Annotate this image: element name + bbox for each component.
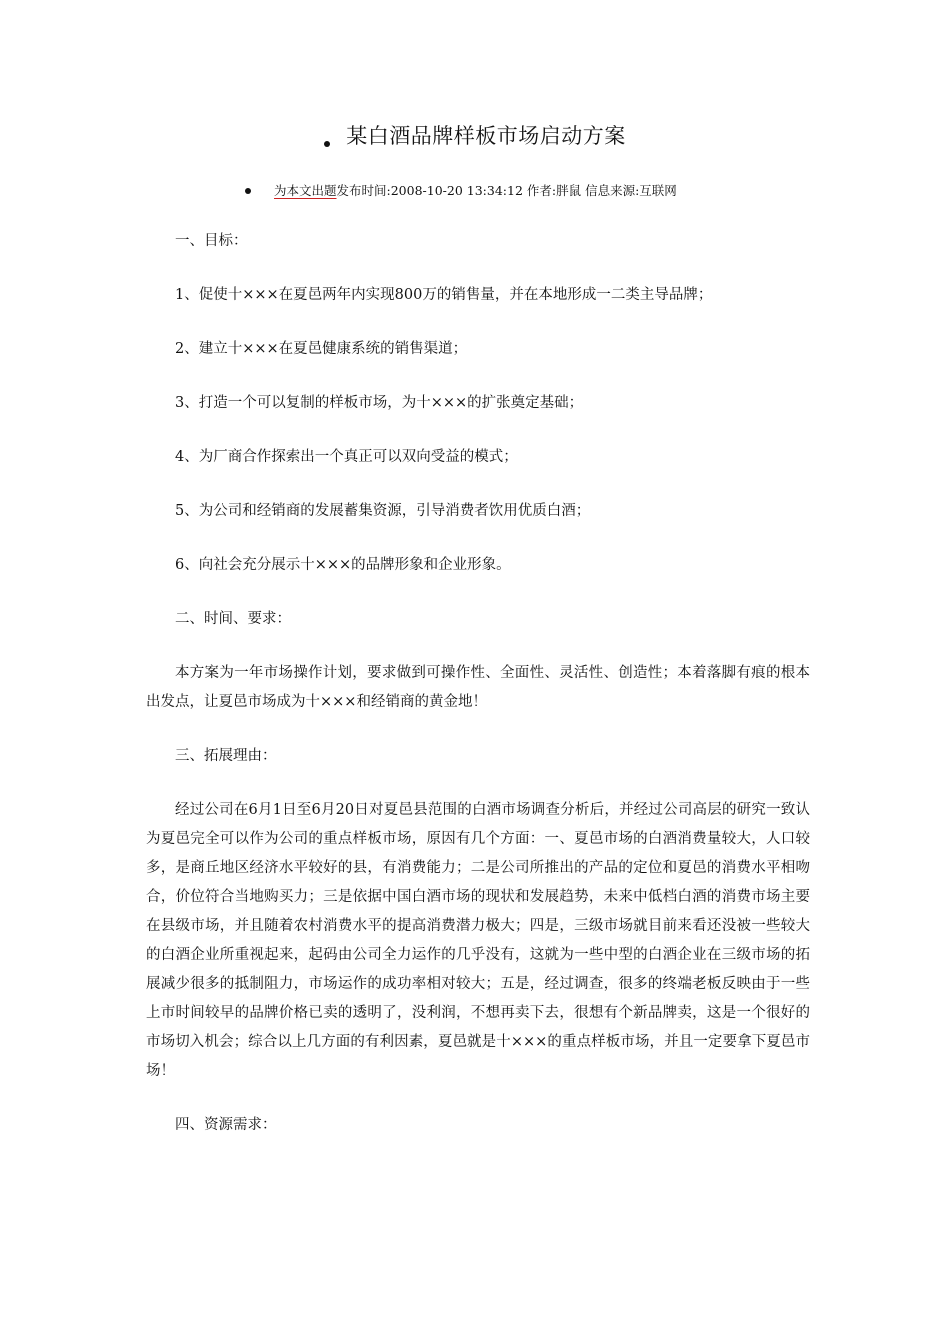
goal-item: 4、为厂商合作探索出一个真正可以双向受益的模式； bbox=[175, 449, 518, 465]
paragraph: 本方案为一年市场操作计划，要求做到可操作性、全面性、灵活性、创造性；本着落脚有痕的根本出发点，让夏邑市场成为十×××和经销商的黄金地！ bbox=[146, 665, 810, 710]
goal-item: 2、建立十×××在夏邑健康系统的销售渠道； bbox=[175, 341, 468, 357]
goal-item: 6、向社会充分展示十×××的品牌形象和企业形象。 bbox=[175, 557, 511, 573]
meta-text bbox=[274, 180, 677, 202]
section-heading-goals: 一、目标： bbox=[175, 233, 248, 249]
section-heading-time: 二、时间、要求： bbox=[175, 611, 291, 627]
goal-item: 5、为公司和经销商的发展蓄集资源，引导消费者饮用优质白酒； bbox=[175, 503, 591, 519]
paragraph: 经过公司在6月1日至6月20日对夏邑县范围的白酒市场调查分析后，并经过公司高层的研究一致认为夏邑完全可以作为公司的重点样板市场，原因有几个方面：一、夏邑市场的白酒消费量较大，人口较多，是商丘地区经济水平较好的县，有消费能力；二是公司所推出的产品的定位和夏邑的消费水平相吻合，价位符合当地购买力；三是依据中国白酒市场的现状和发展趋势，未来中低档白酒的消费市场主要在县级市场，并且随着农村消费水平的提高消费潜力极大；四是，三级市场就目前来看还没被一些较大的白酒企业所重视起来，起码由公司全力运作的几乎没有，这就为一些中型的白酒企业在三级市场的拓展减少很多的抵制阻力，市场运作的成功率相对较大；五是，经过调查，很多的终端老板反映由于一些上市时间较早的品牌价格已卖的透明了，没利润，不想再卖下去，很想有个新品牌卖，这是一个很好的市场切入机会；综合以上几方面的有利因素，夏邑就是十×××的重点样板市场，并且一定要拿下夏邑市场！ bbox=[146, 802, 810, 1079]
title-row bbox=[0, 120, 950, 152]
ask-question-link[interactable]: 为本文出题 bbox=[274, 183, 337, 198]
publish-info: 发布时间:2008-10-20 13:34:12 作者:胖鼠 信息来源:互联网 bbox=[336, 183, 677, 198]
document-body bbox=[146, 227, 810, 1165]
bullet-icon bbox=[324, 141, 330, 147]
section-heading-reasons: 三、拓展理由： bbox=[175, 748, 277, 764]
goal-item: 3、打造一个可以复制的样板市场，为十×××的扩张奠定基础； bbox=[175, 395, 584, 411]
section-heading-resources: 四、资源需求： bbox=[175, 1117, 277, 1133]
bullet-icon bbox=[245, 188, 251, 194]
goal-item: 1、促使十×××在夏邑两年内实现800万的销售量，并在本地形成一二类主导品牌； bbox=[175, 287, 713, 303]
document-title: 某白酒品牌样板市场启动方案 bbox=[346, 124, 626, 148]
